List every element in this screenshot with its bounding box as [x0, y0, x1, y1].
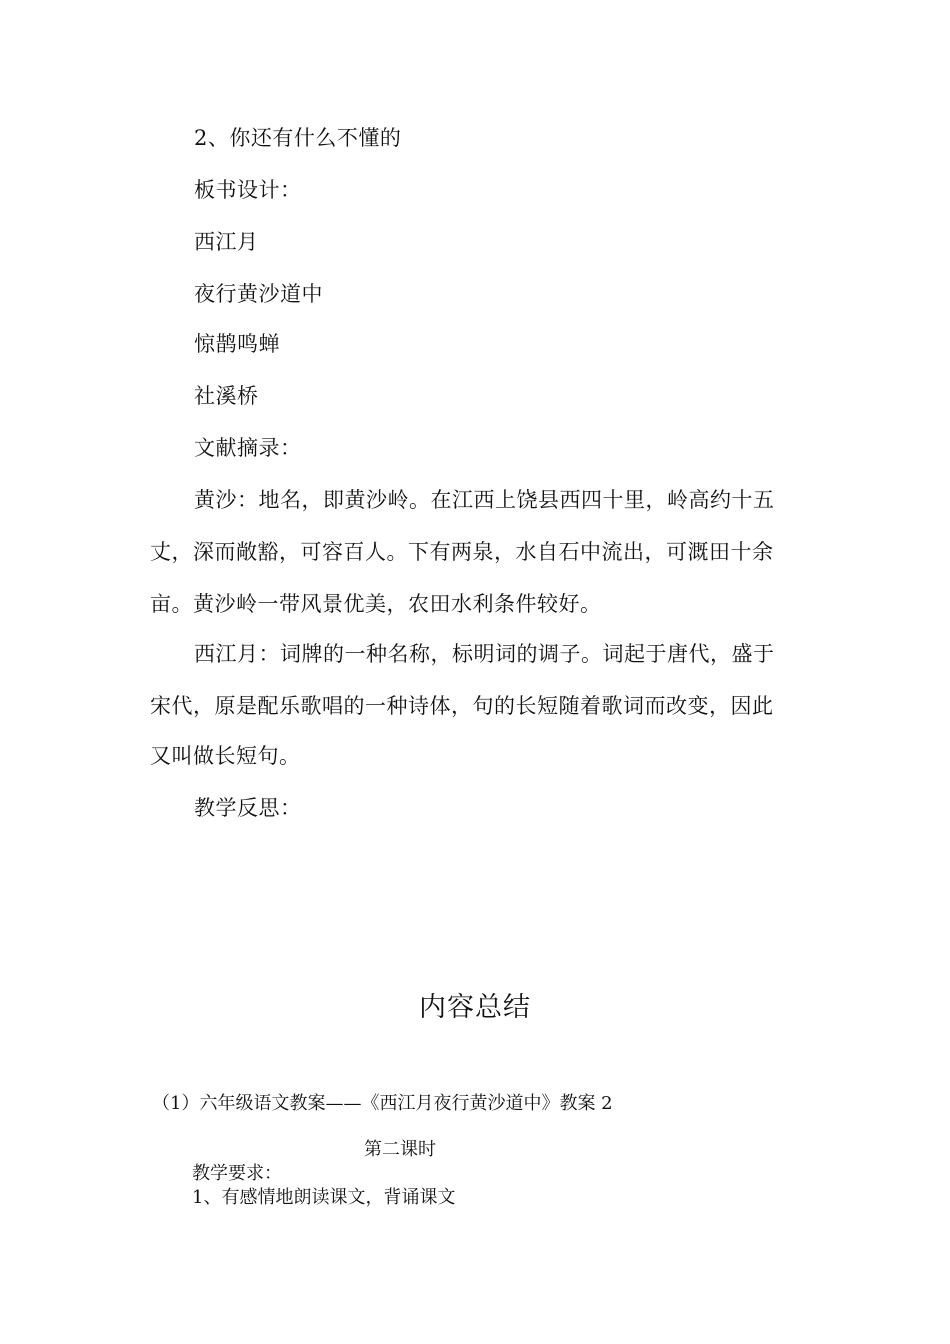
- board-item-2: 夜行黄沙道中: [194, 282, 323, 306]
- xijiangyue-line-3: 又叫做长短句。: [150, 744, 301, 768]
- requirements-heading: 教学要求：: [192, 1163, 282, 1184]
- reference-heading: 文献摘录：: [194, 436, 302, 460]
- xijiangyue-line-1: 西江月：词牌的一种名称，标明词的调子。词起于唐代，盛于: [194, 642, 775, 666]
- question-2: 2、你还有什么不懂的: [194, 126, 402, 150]
- requirement-1: 1、有感情地朗读课文，背诵课文: [192, 1187, 456, 1208]
- board-item-3: 惊鹊鸣蝉: [194, 332, 280, 356]
- huangsha-line-3: 亩。黄沙岭一带风景优美，农田水利条件较好。: [150, 592, 602, 616]
- board-item-4: 社溪桥: [194, 384, 259, 408]
- summary-item-title: （1）六年级语文教案——《西江月夜行黄沙道中》教案 2: [152, 1093, 613, 1114]
- huangsha-line-1: 黄沙：地名，即黄沙岭。在江西上饶县西四十里，岭高约十五: [194, 488, 775, 512]
- reflection-heading: 教学反思：: [194, 796, 302, 820]
- summary-title: 内容总结: [419, 992, 531, 1023]
- board-design-heading: 板书设计：: [194, 178, 302, 202]
- lesson-label: 第二课时: [364, 1139, 436, 1160]
- board-item-1: 西江月: [194, 230, 259, 254]
- huangsha-line-2: 丈，深而敞豁，可容百人。下有两泉，水自石中流出，可溉田十余: [150, 540, 774, 564]
- xijiangyue-line-2: 宋代，原是配乐歌唱的一种诗体，句的长短随着歌词而改变，因此: [150, 694, 774, 718]
